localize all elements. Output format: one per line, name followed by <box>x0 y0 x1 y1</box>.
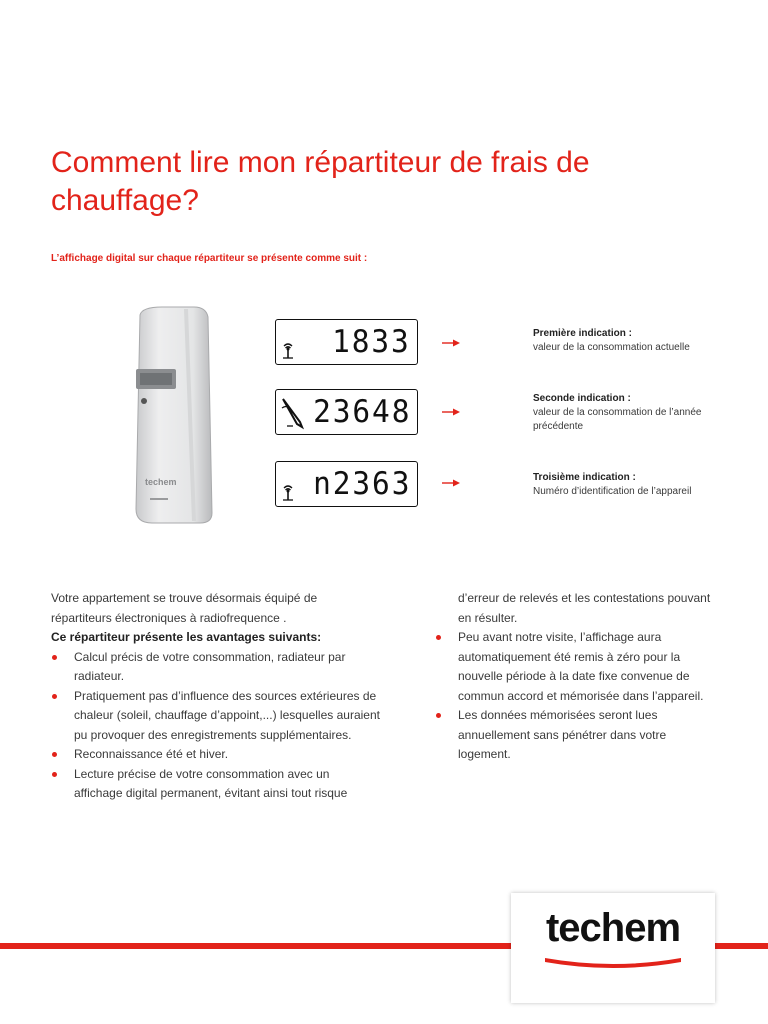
display-intro: L’affichage digital sur chaque répartiteur se présente comme suit : <box>51 253 368 264</box>
logo-swoosh-icon <box>543 954 683 968</box>
arrow-right-icon <box>442 408 460 416</box>
logo-wordmark: techem <box>545 906 681 950</box>
radio-antenna-icon <box>280 485 296 501</box>
indication-heading: Seconde indication : <box>533 393 631 404</box>
lcd-value: 1833 <box>332 324 411 360</box>
list-item: Reconnaissance été et hiver. <box>51 745 381 765</box>
page-title: Comment lire mon répartiteur de frais de chauffage? <box>51 146 590 217</box>
indication-3 <box>533 471 733 499</box>
device-brand-label: techem <box>145 477 177 487</box>
lcd-display-previous-year <box>275 389 418 435</box>
indication-2 <box>533 392 733 434</box>
techem-logo <box>511 893 715 1003</box>
continuation-paragraph: d’erreur de relevés et les contestations pouvant en résulter. <box>458 591 711 625</box>
indication-description: valeur de la consommation actuelle <box>533 342 690 353</box>
body-left-column <box>51 589 381 804</box>
intro-paragraph: Votre appartement se trouve désormais équipé de répartiteurs électroniques à radiofrequence . <box>51 591 318 625</box>
advantages-list <box>51 648 381 804</box>
body-right-column <box>435 589 720 765</box>
list-item: Peu avant notre visite, l’affichage aura automatiquement été remis à zéro pour la nouvelle période à la date fixe convenue de commun accord et mémorisée dans l’appareil. <box>435 628 720 706</box>
arrow-right-icon <box>442 479 460 487</box>
lcd-display-device-id <box>275 461 418 507</box>
advantages-list-continued <box>435 628 720 765</box>
heat-cost-allocator-image <box>122 303 222 528</box>
list-item: Les données mémorisées seront lues annuellement sans pénétrer dans votre logement. <box>435 706 720 765</box>
list-item: Calcul précis de votre consommation, radiateur par radiateur. <box>51 648 381 687</box>
pen-antenna-icon <box>280 396 306 430</box>
indication-heading: Troisième indication : <box>533 472 636 483</box>
indication-description: Numéro d’identification de l’appareil <box>533 486 692 497</box>
indication-1 <box>533 327 733 355</box>
lcd-value: 23648 <box>312 394 411 430</box>
indication-heading: Première indication : <box>533 328 632 339</box>
list-item: Lecture précise de votre consommation avec un affichage digital permanent, évitant ainsi tout risque <box>51 765 381 804</box>
lcd-display-current <box>275 319 418 365</box>
lcd-value: n2363 <box>312 466 411 502</box>
arrow-right-icon <box>442 339 460 347</box>
list-item: Pratiquement pas d’influence des sources extérieures de chaleur (soleil, chauffage d’appoint,...) lesquelles auraient pu provoquer des enregistrements supplémentaires. <box>51 687 381 746</box>
radio-antenna-icon <box>280 343 296 359</box>
advantages-heading: Ce répartiteur présente les avantages suivants: <box>51 630 322 644</box>
indication-description: valeur de la consommation de l’année précédente <box>533 407 702 432</box>
